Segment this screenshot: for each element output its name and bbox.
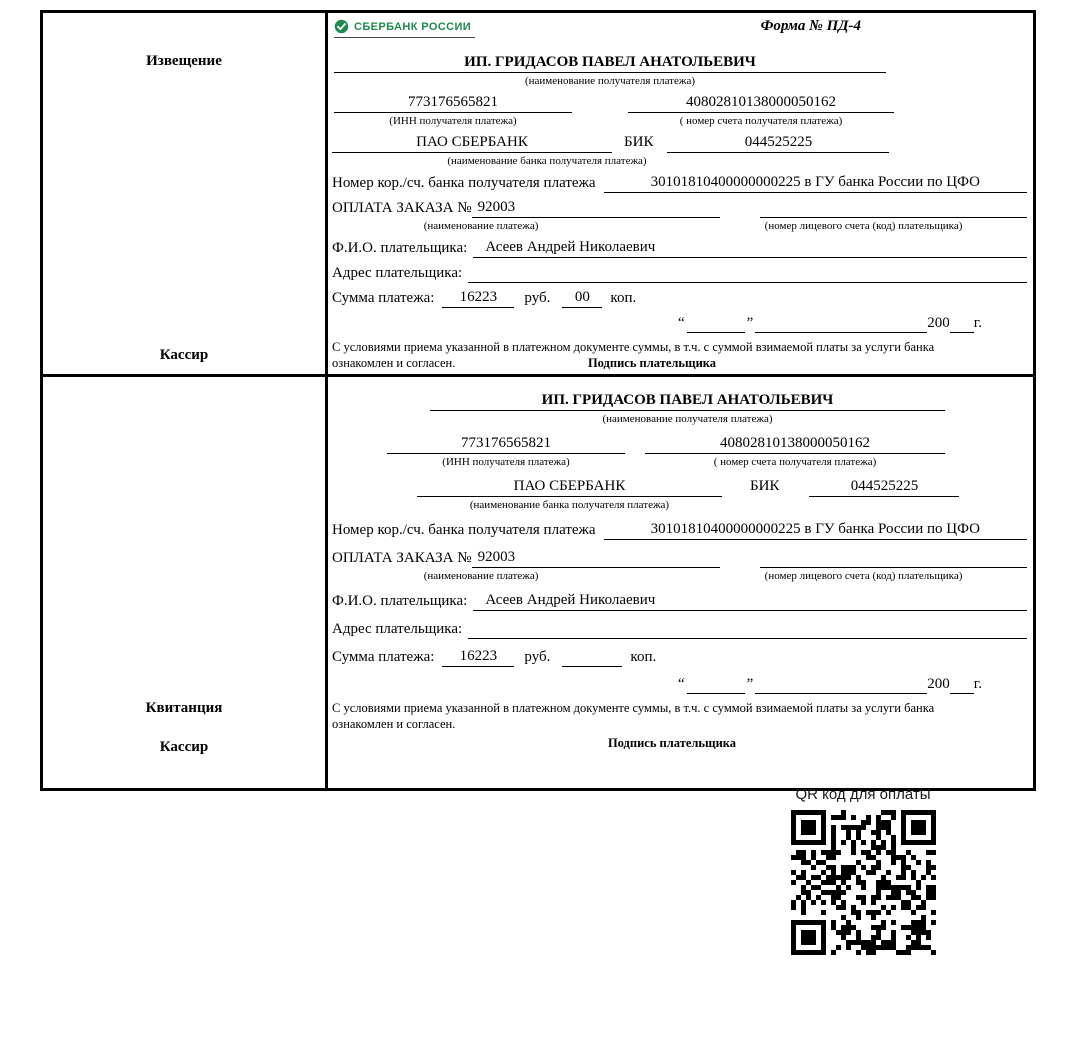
corr-label: Номер кор./сч. банка получателя платежа (332, 175, 596, 191)
pd4-document (40, 10, 1036, 791)
notice-left-column (43, 13, 328, 374)
payment-row (332, 548, 1027, 568)
personal-account-line (760, 198, 1027, 218)
payer-label: Ф.И.О. плательщика: (332, 240, 468, 256)
recipient-caption: (наименование получателя платежа) (524, 75, 696, 87)
bik-field (667, 133, 889, 153)
year-prefix: 200 (927, 315, 950, 331)
inn-account-row (387, 434, 1027, 469)
payer-name: Асеев Андрей Николаевич (473, 238, 1027, 258)
bank-row (332, 133, 1027, 168)
amount-label: Сумма платежа: (332, 649, 435, 665)
receipt-left-column (43, 377, 328, 788)
inn-account-row (334, 93, 1027, 128)
bik-field (809, 477, 959, 497)
date-row (332, 314, 1027, 333)
qr-block (788, 786, 938, 955)
bank-row (332, 477, 1027, 512)
agreement-text: С условиями приема указанной в платежном документе суммы, в т.ч. с суммой взимаемой платы за услуги банка ознакомлен и согласен. (332, 340, 935, 370)
payment-name-field (332, 548, 720, 568)
qr-code (791, 810, 936, 955)
payer-row (332, 238, 1027, 258)
inn-value: 773176565821 (334, 93, 572, 113)
recipient-name: ИП. ГРИДАСОВ ПАВЕЛ АНАТОЛЬЕВИЧ (430, 391, 945, 411)
corr-value: 30101810400000000225 в ГУ банка России по ЦФО (604, 520, 1027, 540)
notice-label: Извещение (146, 53, 222, 69)
inn-value: 773176565821 (387, 434, 625, 454)
bik-value: 044525225 (809, 477, 959, 497)
receipt-label: Квитанция (145, 700, 223, 716)
payment-value: 92003 (472, 548, 720, 568)
date-quote-open: “ (677, 676, 685, 692)
recipient-caption: (наименование получателя платежа) (602, 413, 773, 425)
corr-row (332, 173, 1027, 193)
sberbank-logo-icon (334, 19, 349, 34)
account-value: 40802810138000050162 (628, 93, 894, 113)
receipt-section (43, 374, 1033, 788)
payment-captions-row (332, 218, 1027, 233)
account-caption: ( номер счета получателя платежа) (679, 115, 843, 127)
corr-label: Номер кор./сч. банка получателя платежа (332, 522, 596, 538)
agreement-text: С условиями приема указанной в платежном документе суммы, в т.ч. с суммой взимаемой платы за услуги банка ознакомлен и согласен. (332, 701, 935, 731)
account-field (645, 434, 945, 469)
amount-row (332, 647, 1027, 667)
payment-captions-row (332, 568, 1027, 583)
year-suffix: г. (973, 315, 982, 331)
bik-value: 044525225 (667, 133, 889, 153)
payer-name: Асеев Андрей Николаевич (473, 591, 1027, 611)
personal-account-caption: (номер лицевого счета (код) плательщика) (764, 570, 963, 582)
year-line (950, 315, 974, 333)
personal-account-caption: (номер лицевого счета (код) плательщика) (764, 220, 963, 232)
kopecks-line (562, 647, 622, 667)
form-number: Форма № ПД-4 (760, 18, 861, 34)
date-day-line (687, 315, 745, 333)
cashier-label: Кассир (159, 739, 209, 755)
signature-label: Подпись плательщика (607, 736, 737, 750)
payer-row (332, 591, 1027, 611)
sberbank-logo-text: СБЕРБАНК РОССИИ (354, 20, 472, 33)
account-field (628, 93, 894, 128)
amount-row (332, 288, 1027, 308)
year-suffix: г. (973, 676, 982, 692)
payment-caption: (наименование платежа) (423, 570, 539, 582)
bik-label: БИК (750, 478, 780, 494)
notice-form (328, 13, 1033, 374)
amount-value: 16223 (442, 647, 514, 667)
date-month-line (755, 676, 927, 694)
inn-field (387, 434, 625, 469)
inn-caption: (ИНН получателя платежа) (389, 115, 517, 127)
notice-header (332, 16, 1027, 52)
inn-caption: (ИНН получателя платежа) (442, 456, 570, 468)
year-line (950, 676, 974, 694)
notice-section (43, 13, 1033, 374)
address-label: Адрес плательщика: (332, 265, 463, 281)
date-month-line (755, 315, 927, 333)
corr-row (332, 520, 1027, 540)
inn-field (334, 93, 572, 128)
receipt-form (328, 377, 1033, 788)
payment-label: ОПЛАТА ЗАКАЗА № (332, 200, 472, 216)
address-row (332, 619, 1027, 639)
payment-row (332, 198, 1027, 218)
recipient-name-field (334, 53, 886, 88)
date-row (332, 675, 1027, 694)
date-quote-open: “ (677, 315, 685, 331)
signature-label: Подпись плательщика (587, 355, 717, 370)
payer-label: Ф.И.О. плательщика: (332, 593, 468, 609)
address-row (332, 263, 1027, 283)
amount-label: Сумма платежа: (332, 290, 435, 306)
bank-name-field (417, 477, 722, 512)
bank-caption: (наименование банка получателя платежа) (469, 499, 670, 511)
personal-account-line (760, 548, 1027, 568)
amount-value: 16223 (442, 288, 514, 308)
recipient-name: ИП. ГРИДАСОВ ПАВЕЛ АНАТОЛЬЕВИЧ (334, 53, 886, 73)
payment-name-field (332, 198, 720, 218)
rub-label: руб. (524, 649, 551, 665)
payment-value: 92003 (472, 198, 720, 218)
date-quote-close: ” (746, 676, 754, 692)
address-line (468, 263, 1027, 283)
sberbank-logo (334, 18, 475, 38)
bank-caption: (наименование банка получателя платежа) (447, 155, 647, 167)
kop-label: коп. (630, 649, 657, 665)
bik-label: БИК (624, 134, 654, 150)
recipient-name-field (430, 391, 945, 426)
bank-name: ПАО СБЕРБАНК (332, 133, 612, 153)
rub-label: руб. (524, 290, 551, 306)
cashier-label: Кассир (159, 347, 209, 363)
kopecks-value: 00 (562, 288, 602, 308)
qr-caption: QR код для оплаты (795, 786, 931, 803)
date-day-line (687, 676, 745, 694)
corr-value: 30101810400000000225 в ГУ банка России по ЦФО (604, 173, 1027, 193)
payment-caption: (наименование платежа) (423, 220, 539, 232)
address-line (468, 619, 1027, 639)
year-prefix: 200 (927, 676, 950, 692)
bank-name: ПАО СБЕРБАНК (417, 477, 722, 497)
date-quote-close: ” (746, 315, 754, 331)
account-value: 40802810138000050162 (645, 434, 945, 454)
payment-label: ОПЛАТА ЗАКАЗА № (332, 550, 472, 566)
address-label: Адрес плательщика: (332, 621, 463, 637)
account-caption: ( номер счета получателя платежа) (713, 456, 877, 468)
kop-label: коп. (610, 290, 637, 306)
